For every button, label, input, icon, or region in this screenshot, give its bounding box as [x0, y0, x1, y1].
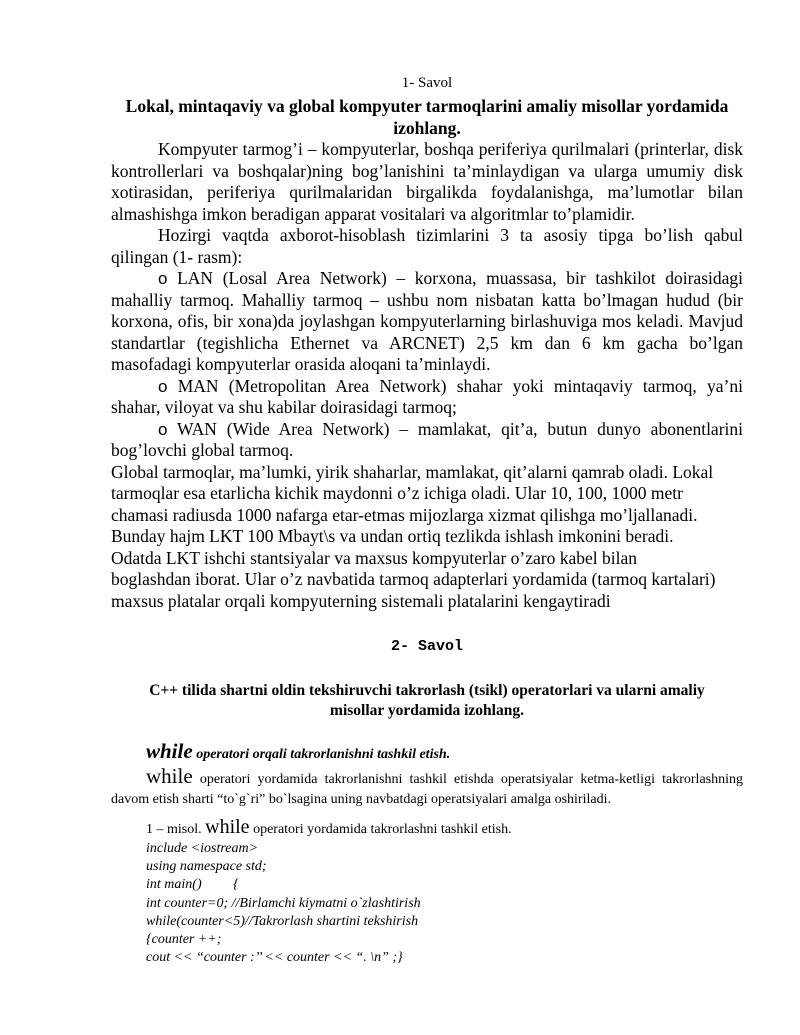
paragraph-network-definition: Kompyuter tarmog’i – kompyuterlar, boshqa periferiya qurilmalari (printerlar, disk kontrollerlari va boshqalar)ning bog’lanishini ta’minlaydigan va ularga umumiy disk xotirasidan, periferiya qurilmalaridan birgalikda foydalanishga, ma’lumotlar bilan almashishga imkon beradigan apparat vositalari va algoritmlar to’plamidir.: [111, 139, 743, 224]
code-line: using namespace std;: [146, 859, 267, 875]
question-1-title-line-2: izohlang.: [393, 118, 461, 138]
paragraph-network-types-intro: Hozirgi vaqtda axborot-hisoblash tizimlarini 3 ta asosiy tipga bo’lish qabul qilingan (1- rasm):: [111, 225, 743, 267]
question-1-title-line-1: Lokal, mintaqaviy va global kompyuter tarmoqlarini amaliy misollar yordamida: [125, 96, 729, 116]
paragraph-global-local: [111, 462, 743, 613]
code-line: include <iostream>: [146, 841, 259, 856]
while-description-text: operatori yordamida takrorlanishni tashkil etishda operatsiyalar ketma-ketligi takrorlashning davom etish sharti “to`g`ri” bo`lsagina uning navbatdagi operatsiyalari amalga oshiriladi.: [111, 772, 743, 807]
while-keyword: while: [205, 816, 250, 838]
question-1-number: 1- Savol: [401, 75, 453, 91]
code-example: [146, 840, 743, 967]
code-line: while(counter<5)//Takrorlash shartini tekshirish: [146, 913, 419, 929]
bullet-man-text: MAN (Metropolitan Area Network) shahar yoki mintaqaviy tarmoq, ya’ni shahar, viloyat va shu kabilar doirasidagi tarmoq;: [111, 375, 743, 417]
paragraph-line: boglashdan iborat. Ular o’z navbatida tarmoq adapterlari yordamida (tarmoq kartalari): [111, 569, 716, 589]
bullet-wan-text: WAN (Wide Area Network) – mamlakat, qit’a, butun dunyo abonentlarini bog’lovchi global tarmoq.: [111, 418, 744, 460]
code-line: cout << “counter :’’ << counter << “. \n” ;}: [146, 950, 403, 966]
code-line: int main() {: [146, 877, 239, 893]
question-1-title: [111, 95, 743, 139]
paragraph-line: Bunday hajm LKT 100 Mbayt\s va undan ortiq tezlikda ishlash imkonini beradi.: [111, 526, 674, 546]
bullet-marker: o: [158, 269, 168, 288]
while-subheading-text: operatori orqali takrorlanishni tashkil etish.: [192, 747, 451, 762]
code-line: {counter ++;: [146, 932, 222, 948]
question-2-title-line-1: C++ tilida shartni oldin tekshiruvchi takrorlash (tsikl) operatorlari va ularni amaliy: [149, 682, 705, 699]
question-2-title-line-2: misollar yordamida izohlang.: [330, 702, 524, 719]
while-keyword: while: [146, 764, 193, 788]
example-prefix: 1 – misol.: [146, 822, 206, 837]
paragraph-line: maxsus platalar orqali kompyuterning sistemali platalarini kengaytiradi: [111, 590, 611, 611]
question-2-number: 2- Savol: [390, 638, 463, 655]
while-subheading: [146, 739, 743, 767]
paragraph-line: Odatda LKT ishchi stantsiyalar va maxsus kompyuterlar o’zaro kabel bilan: [111, 547, 637, 568]
bullet-lan: [111, 268, 743, 376]
paragraph-line: Global tarmoqlar, ma’lumki, yirik shaharlar, mamlakat, qit’alarni qamrab oladi. Lokal: [111, 461, 714, 482]
bullet-lan-text: LAN (Losal Area Network) – korxona, muassasa, bir tashkilot doirasidagi mahalliy tarmoq. Mahalliy tarmoq – ushbu nom nisbatan katta bo’lmagan hudud (bir korxona, ofis, bir xona)da joylashgan kompyuterlarning birlashuviga mos keladi. Mavjud standartlar (tegishlicha Ethernet va ARCNET) 2,5 km dan 6 km gacha bo’lgan masofadagi kompyuterlar orasida aloqani ta’minlaydi.: [111, 268, 744, 374]
while-description: [111, 764, 743, 809]
example-1-caption: [146, 817, 743, 840]
bullet-marker: o: [158, 376, 168, 396]
paragraph-line: tarmoqlar esa etarlicha kichik maydonni o’z ichiga oladi. Ular 10, 100, 1000 metr: [111, 483, 683, 503]
while-keyword: while: [146, 739, 193, 763]
paragraph-line: chamasi radiusda 1000 nafarga etar-etmas mijozlarga xizmat qilishga mo’ljallanadi.: [111, 504, 698, 525]
question-2-title: [111, 681, 743, 721]
bullet-man: [111, 376, 743, 419]
bullet-wan: [111, 419, 743, 462]
code-line: int counter=0; //Birlamchi kiymatni o`zlashtirish: [146, 895, 421, 911]
bullet-marker: o: [158, 419, 168, 439]
example-caption-text: operatori yordamida takrorlashni tashkil etish.: [249, 822, 512, 837]
